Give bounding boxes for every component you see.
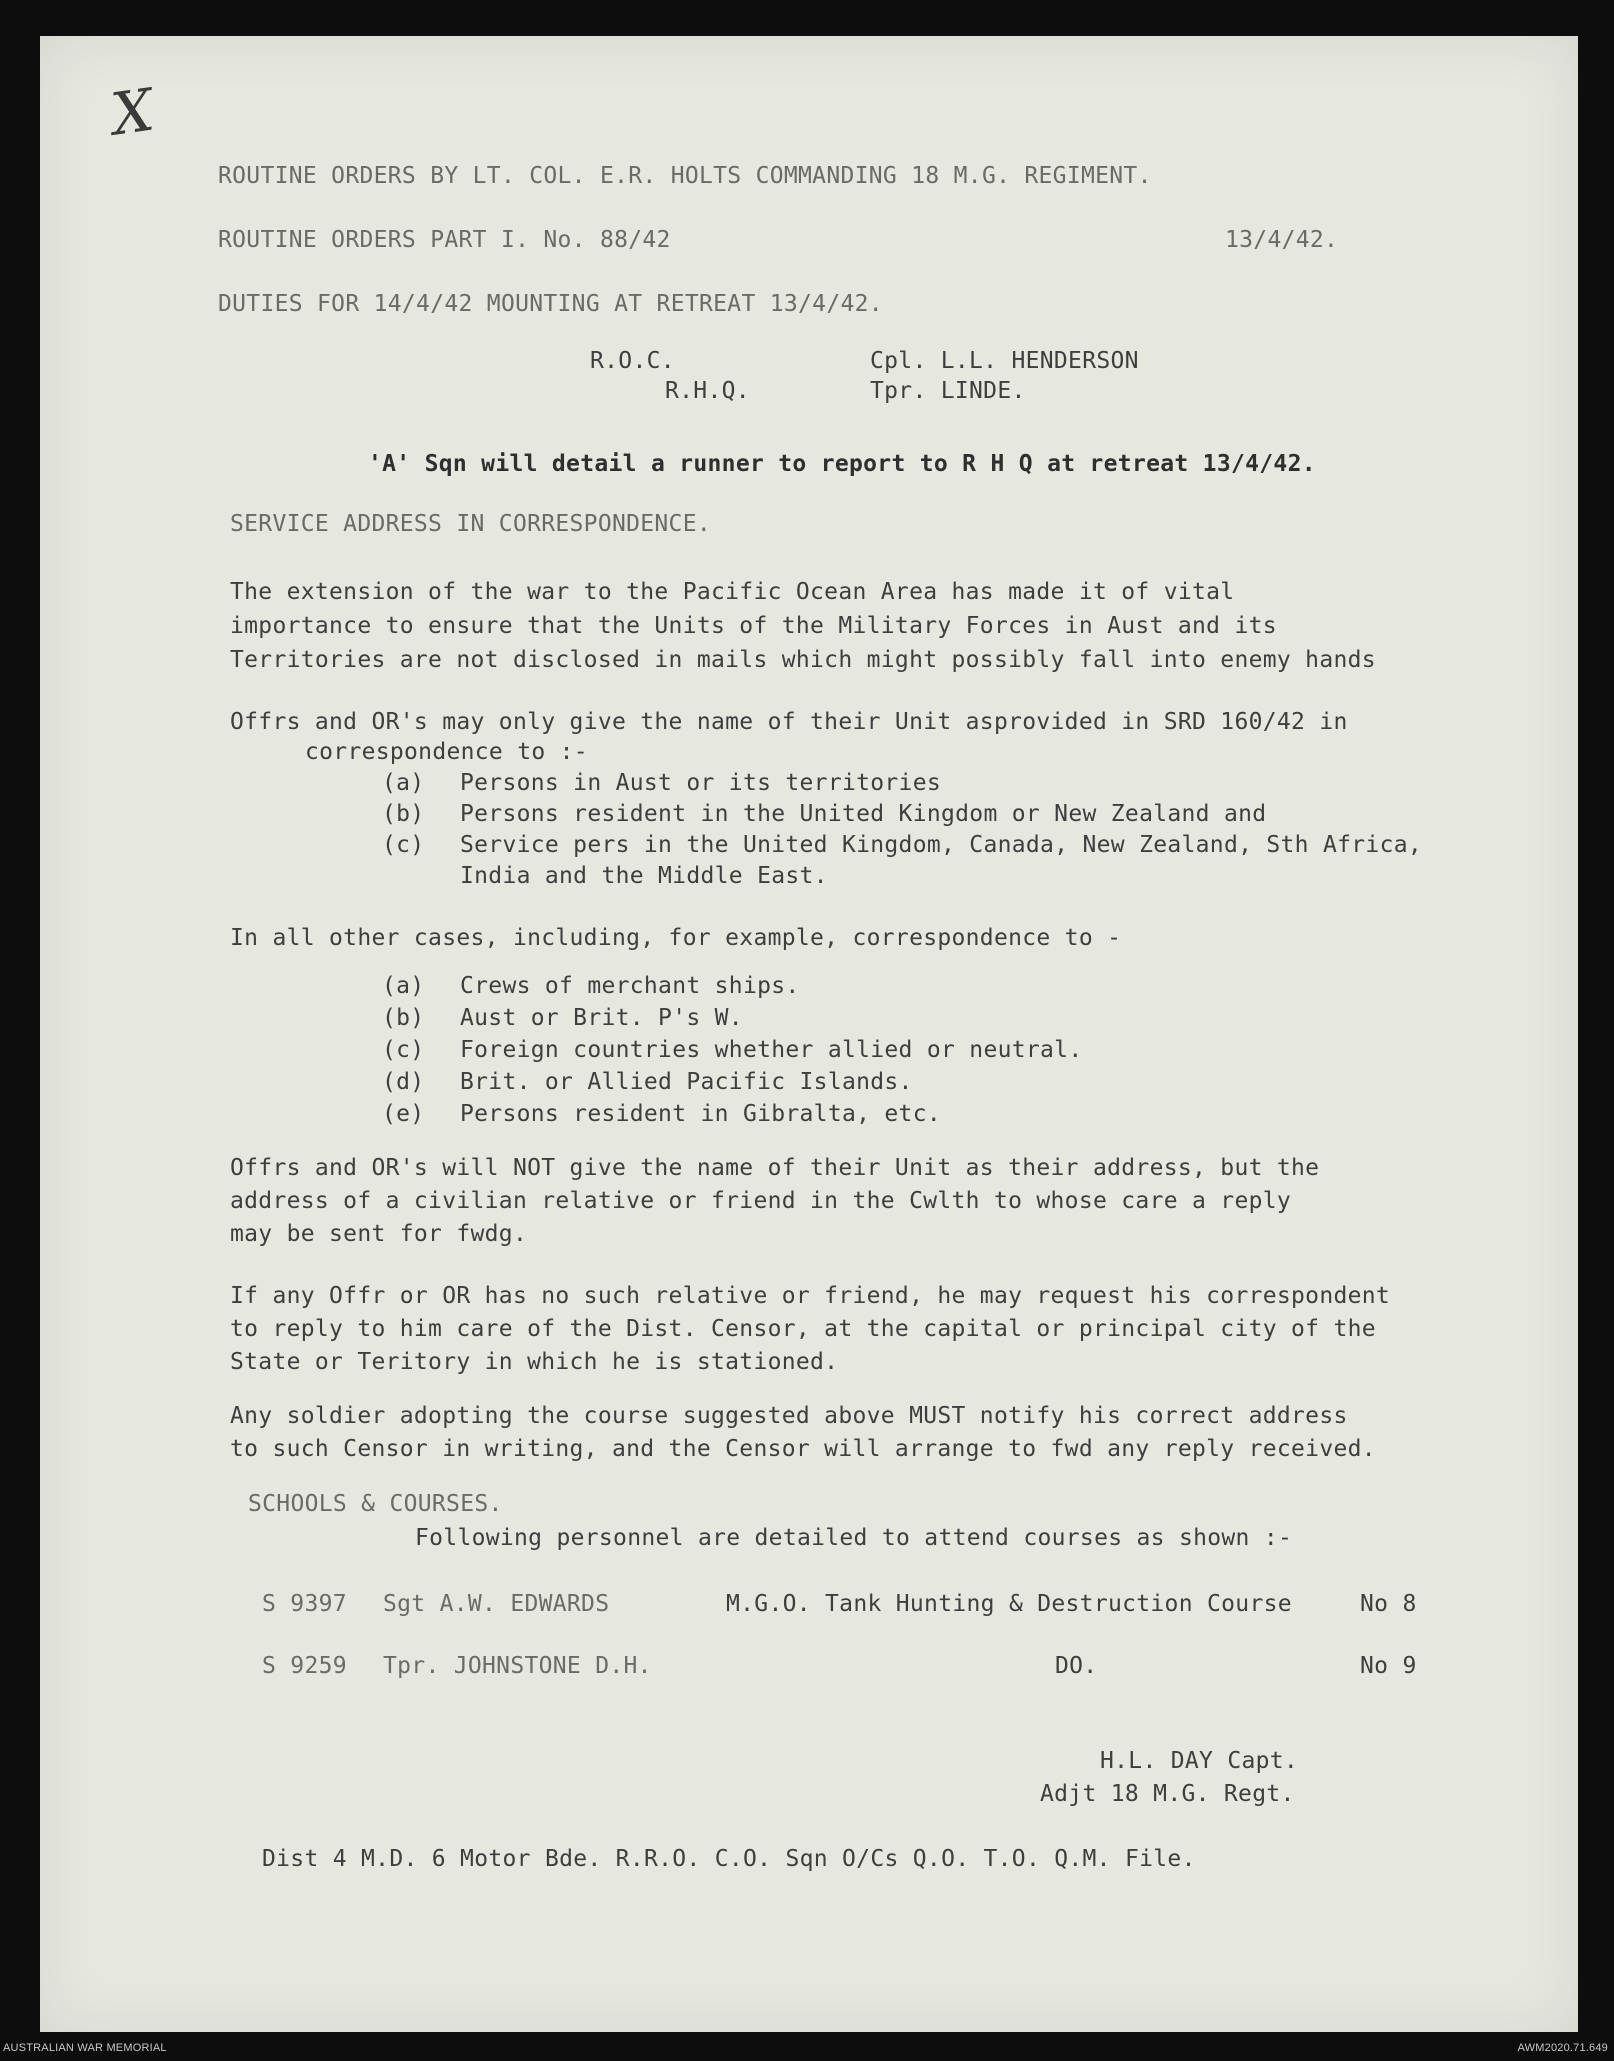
list1-letter: (a) bbox=[382, 770, 425, 796]
duty-name-1: Cpl. L.L. HENDERSON bbox=[870, 348, 1139, 374]
list2-letter: (b) bbox=[382, 1005, 425, 1031]
list2-letter: (e) bbox=[382, 1101, 425, 1127]
handwritten-mark: X bbox=[107, 75, 159, 149]
personnel-name: Tpr. JOHNSTONE D.H. bbox=[383, 1653, 652, 1679]
distribution-list: Dist 4 M.D. 6 Motor Bde. R.R.O. C.O. Sqn O/Cs Q.O. T.O. Q.M. File. bbox=[262, 1846, 1196, 1872]
list1-item-continued: India and the Middle East. bbox=[460, 863, 828, 889]
document-date: 13/4/42. bbox=[1225, 227, 1339, 253]
list1-letter: (b) bbox=[382, 801, 425, 827]
paragraph-2-line-1: Offrs and OR's may only give the name of their Unit asprovided in SRD 160/42 in bbox=[230, 709, 1348, 735]
list1-item: Persons in Aust or its territories bbox=[460, 770, 942, 796]
paragraph-1-line-3: Territories are not disclosed in mails which might possibly fall into enemy hands bbox=[230, 647, 1376, 673]
paragraph-6-line-1: Any soldier adopting the course suggested above MUST notify his correct address bbox=[230, 1403, 1348, 1429]
list2-letter: (a) bbox=[382, 973, 425, 999]
course-name: DO. bbox=[1055, 1653, 1098, 1679]
schools-heading: SCHOOLS & COURSES. bbox=[248, 1491, 503, 1517]
paragraph-5-line-2: to reply to him care of the Dist. Censor, at the capital or principal city of the bbox=[230, 1316, 1376, 1342]
paragraph-1-line-2: importance to ensure that the Units of the Military Forces in Aust and its bbox=[230, 613, 1277, 639]
signature-name: H.L. DAY Capt. bbox=[1100, 1748, 1299, 1774]
list1-item: Service pers in the United Kingdom, Canada, New Zealand, Sth Africa, bbox=[460, 832, 1423, 858]
runner-instruction: 'A' Sqn will detail a runner to report to R H Q at retreat 13/4/42. bbox=[368, 451, 1316, 477]
course-name: M.G.O. Tank Hunting & Destruction Course bbox=[726, 1591, 1292, 1617]
duty-role-1: R.O.C. bbox=[590, 348, 675, 374]
duty-role-2: R.H.Q. bbox=[665, 378, 750, 404]
paragraph-3: In all other cases, including, for example, correspondence to - bbox=[230, 925, 1122, 951]
duty-name-2: Tpr. LINDE. bbox=[870, 378, 1026, 404]
service-number: S 9259 bbox=[262, 1653, 347, 1679]
duties-line: DUTIES FOR 14/4/42 MOUNTING AT RETREAT 13/4/42. bbox=[218, 291, 883, 317]
list1-item: Persons resident in the United Kingdom or New Zealand and bbox=[460, 801, 1267, 827]
list2-item: Persons resident in Gibralta, etc. bbox=[460, 1101, 942, 1127]
paragraph-4-line-1: Offrs and OR's will NOT give the name of their Unit as their address, but the bbox=[230, 1155, 1320, 1181]
course-number: No 9 bbox=[1360, 1653, 1417, 1679]
schools-intro: Following personnel are detailed to attend courses as shown :- bbox=[415, 1525, 1293, 1551]
personnel-name: Sgt A.W. EDWARDS bbox=[383, 1591, 610, 1617]
footer-accession-number: AWM2020.71.649 bbox=[1517, 2042, 1608, 2054]
list1-letter: (c) bbox=[382, 832, 425, 858]
paragraph-2-line-2: correspondence to :- bbox=[305, 739, 588, 765]
paragraph-5-line-3: State or Teritory in which he is stationed. bbox=[230, 1349, 839, 1375]
routine-orders-number: ROUTINE ORDERS PART I. No. 88/42 bbox=[218, 227, 671, 253]
paragraph-1-line-1: The extension of the war to the Pacific Ocean Area has made it of vital bbox=[230, 579, 1235, 605]
paragraph-4-line-3: may be sent for fwdg. bbox=[230, 1221, 528, 1247]
list2-item: Crews of merchant ships. bbox=[460, 973, 800, 999]
list2-item: Brit. or Allied Pacific Islands. bbox=[460, 1069, 913, 1095]
course-number: No 8 bbox=[1360, 1591, 1417, 1617]
list2-letter: (c) bbox=[382, 1037, 425, 1063]
footer-institution: AUSTRALIAN WAR MEMORIAL bbox=[3, 2042, 167, 2054]
section-heading: SERVICE ADDRESS IN CORRESPONDENCE. bbox=[230, 511, 712, 537]
paragraph-6-line-2: to such Censor in writing, and the Censor will arrange to fwd any reply received. bbox=[230, 1436, 1376, 1462]
paragraph-5-line-1: If any Offr or OR has no such relative or friend, he may request his correspondent bbox=[230, 1283, 1391, 1309]
document-title: ROUTINE ORDERS BY LT. COL. E.R. HOLTS COMMANDING 18 M.G. REGIMENT. bbox=[218, 163, 1152, 189]
list2-letter: (d) bbox=[382, 1069, 425, 1095]
list2-item: Aust or Brit. P's W. bbox=[460, 1005, 743, 1031]
signature-title: Adjt 18 M.G. Regt. bbox=[1040, 1781, 1295, 1807]
list2-item: Foreign countries whether allied or neutral. bbox=[460, 1037, 1083, 1063]
paragraph-4-line-2: address of a civilian relative or friend in the Cwlth to whose care a reply bbox=[230, 1188, 1292, 1214]
service-number: S 9397 bbox=[262, 1591, 347, 1617]
